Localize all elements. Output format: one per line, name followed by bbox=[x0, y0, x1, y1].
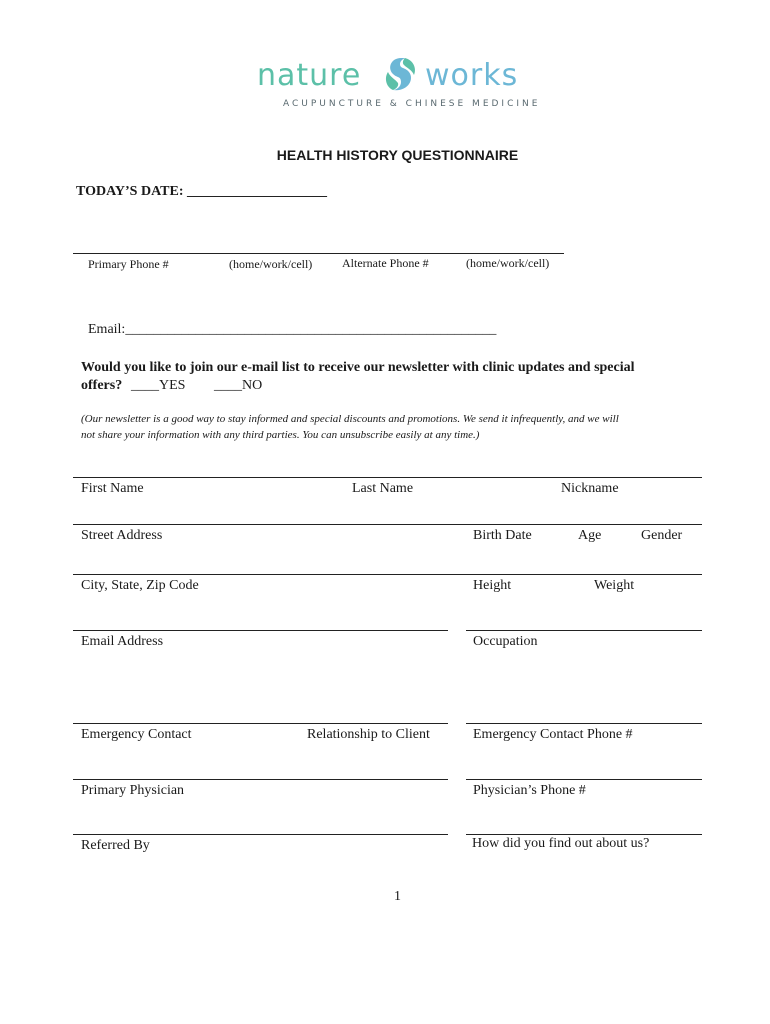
newsletter-question-line2: offers? bbox=[81, 378, 123, 393]
emergency-contact-line bbox=[73, 723, 448, 724]
emergency-contact-label: Emergency Contact bbox=[81, 727, 192, 742]
height-label: Height bbox=[473, 578, 512, 593]
physician-phone-line bbox=[466, 779, 702, 780]
logo-tagline: ACUPUNCTURE & CHINESE MEDICINE bbox=[283, 99, 541, 109]
logo-word-left: nature bbox=[257, 58, 362, 93]
occupation-label: Occupation bbox=[473, 634, 538, 649]
referred-by-label: Referred By bbox=[81, 838, 150, 853]
page-number: 1 bbox=[394, 889, 401, 904]
form-title: HEALTH HISTORY QUESTIONNAIRE bbox=[276, 147, 519, 163]
age-label: Age bbox=[578, 528, 602, 543]
physician-phone-label: Physician’s Phone # bbox=[473, 783, 586, 798]
alternate-phone-label: Alternate Phone # bbox=[342, 256, 429, 270]
logo-word-right: works bbox=[425, 58, 519, 93]
referred-line bbox=[73, 834, 448, 835]
nickname-label: Nickname bbox=[561, 481, 619, 496]
gender-label: Gender bbox=[641, 528, 683, 543]
clinic-logo bbox=[255, 52, 555, 122]
how-found-label: How did you find out about us? bbox=[472, 836, 650, 851]
relationship-label: Relationship to Client bbox=[307, 727, 430, 742]
first-name-label: First Name bbox=[81, 481, 144, 496]
city-state-zip-label: City, State, Zip Code bbox=[81, 578, 199, 593]
primary-phone-label: Primary Phone # bbox=[88, 257, 169, 271]
how-found-line bbox=[466, 834, 702, 835]
alternate-phone-type-label: (home/work/cell) bbox=[466, 256, 550, 270]
newsletter-yes-option[interactable]: ____YES bbox=[131, 378, 186, 393]
phone-line[interactable] bbox=[73, 253, 564, 254]
todays-date-field[interactable]: TODAY’S DATE: ____________________ bbox=[76, 184, 327, 199]
weight-label: Weight bbox=[594, 578, 635, 593]
occupation-line bbox=[466, 630, 702, 631]
newsletter-note-line1: (Our newsletter is a good way to stay informed and special discounts and promotions. We send it infrequently, and we will bbox=[81, 413, 619, 425]
last-name-label: Last Name bbox=[352, 481, 414, 496]
street-address-label: Street Address bbox=[81, 528, 163, 543]
logo-leaf-icon bbox=[383, 56, 419, 92]
emergency-phone-line bbox=[466, 723, 702, 724]
primary-phone-type-label: (home/work/cell) bbox=[229, 257, 313, 271]
email-address-label: Email Address bbox=[81, 634, 164, 649]
email-address-line bbox=[73, 630, 448, 631]
newsletter-note-line2: not share your information with any third parties. You can unsubscribe easily at any time.) bbox=[81, 429, 480, 441]
name-row-line bbox=[73, 477, 702, 478]
emergency-phone-label: Emergency Contact Phone # bbox=[473, 727, 633, 742]
city-row-line bbox=[73, 574, 702, 575]
newsletter-question-line1: Would you like to join our e-mail list to receive our newsletter with clinic updates and special bbox=[81, 360, 635, 375]
birth-date-label: Birth Date bbox=[473, 528, 532, 543]
primary-physician-label: Primary Physician bbox=[81, 783, 185, 798]
address-row-line bbox=[73, 524, 702, 525]
email-field[interactable]: Email:_____________________________________________________ bbox=[88, 322, 497, 337]
newsletter-no-option[interactable]: ____NO bbox=[214, 378, 263, 393]
physician-line bbox=[73, 779, 448, 780]
